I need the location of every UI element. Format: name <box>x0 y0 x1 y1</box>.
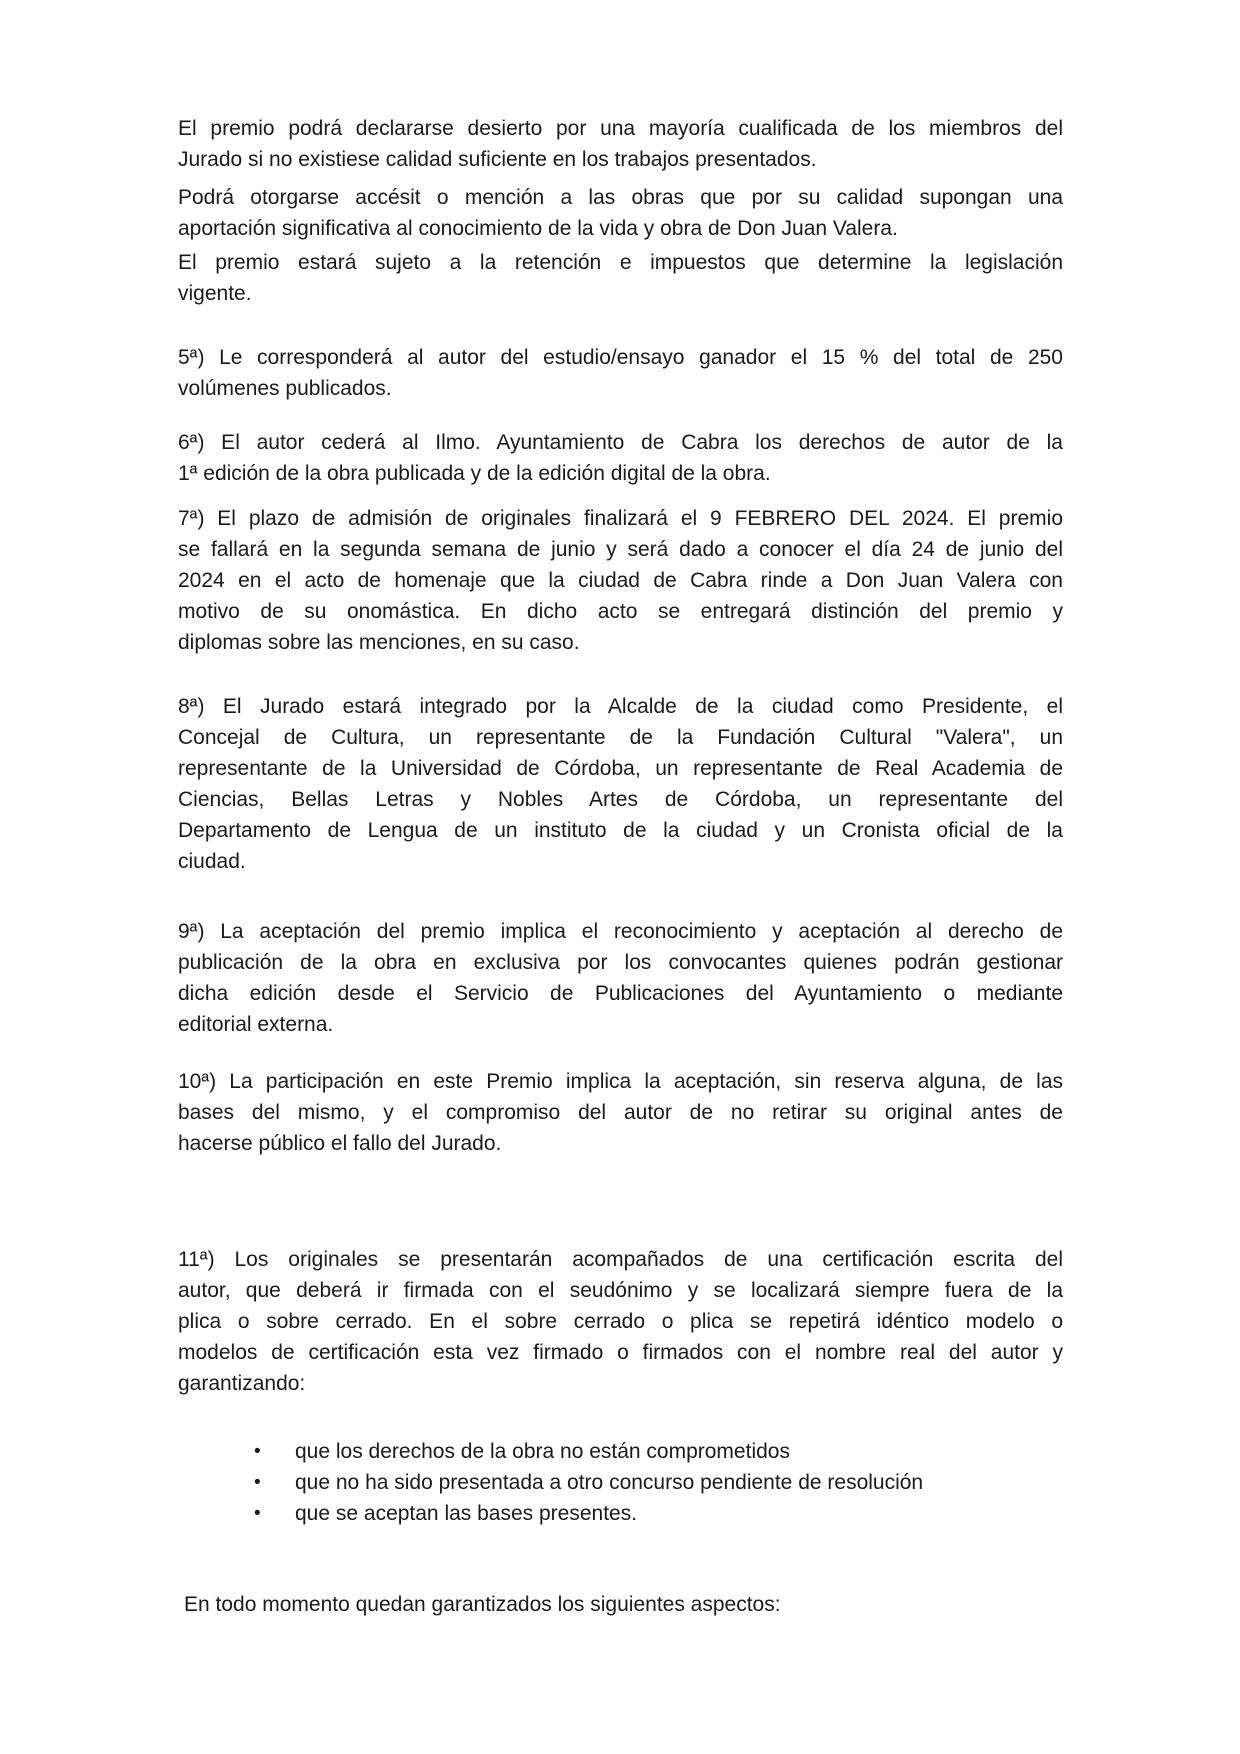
clause-10 <box>178 1066 1063 1159</box>
text-line: 5ª) Le corresponderá al autor del estudio/ensayo ganador el 15 % del total de 250 <box>178 346 1063 369</box>
text-line: aportación significativa al conocimiento de la vida y obra de Don Juan Valera. <box>178 217 898 240</box>
text-line: plica o sobre cerrado. En el sobre cerrado o plica se repetirá idéntico modelo o <box>178 1310 1063 1333</box>
text-line: 9ª) La aceptación del premio implica el reconocimiento y aceptación al derecho de <box>178 920 1063 943</box>
text-line: modelos de certificación esta vez firmado o firmados con el nombre real del autor y <box>178 1341 1063 1364</box>
clause-8 <box>178 691 1063 877</box>
list-item-text: que se aceptan las bases presentes. <box>295 1502 638 1525</box>
list-item <box>254 1467 1063 1498</box>
paragraph-accesit <box>178 182 1063 244</box>
text-line: Concejal de Cultura, un representante de la Fundación Cultural "Valera", un <box>178 726 1063 749</box>
text-line: 1ª edición de la obra publicada y de la edición digital de la obra. <box>178 462 771 485</box>
list-item <box>254 1436 1063 1467</box>
text-line: 8ª) El Jurado estará integrado por la Alcalde de la ciudad como Presidente, el <box>178 695 1063 718</box>
text-line: publicación de la obra en exclusiva por los convocantes quienes podrán gestionar <box>178 951 1063 974</box>
text-line: 7ª) El plazo de admisión de originales finalizará el 9 FEBRERO DEL 2024. El premio <box>178 507 1063 530</box>
clause-9 <box>178 916 1063 1040</box>
bullet-icon: • <box>254 1472 261 1493</box>
list-item-text: que los derechos de la obra no están comprometidos <box>295 1440 790 1463</box>
text-line: editorial externa. <box>178 1013 334 1036</box>
text-line: dicha edición desde el Servicio de Publicaciones del Ayuntamiento o mediante <box>178 982 1063 1005</box>
text-line: se fallará en la segunda semana de junio y será dado a conocer el día 24 de junio del <box>178 538 1063 561</box>
text-line: vigente. <box>178 282 252 305</box>
closing-line: En todo momento quedan garantizados los siguientes aspectos: <box>184 1593 781 1616</box>
clause-5 <box>178 342 1063 404</box>
text-line: 6ª) El autor cederá al Ilmo. Ayuntamiento de Cabra los derechos de autor de la <box>178 431 1063 454</box>
text-line: Podrá otorgarse accésit o mención a las obras que por su calidad supongan una <box>178 186 1063 209</box>
text-line: El premio podrá declararse desierto por una mayoría cualificada de los miembros del <box>178 117 1063 140</box>
text-line: garantizando: <box>178 1372 306 1395</box>
text-line: hacerse público el fallo del Jurado. <box>178 1132 502 1155</box>
list-item <box>254 1498 1063 1529</box>
guarantees-bullet-list <box>178 1436 1063 1529</box>
text-line: El premio estará sujeto a la retención e impuestos que determine la legislación <box>178 251 1063 274</box>
text-line: Ciencias, Bellas Letras y Nobles Artes de Córdoba, un representante del <box>178 788 1063 811</box>
text-line: motivo de su onomástica. En dicho acto se entregará distinción del premio y <box>178 600 1063 623</box>
text-line: volúmenes publicados. <box>178 377 392 400</box>
text-line: 11ª) Los originales se presentarán acompañados de una certificación escrita del <box>178 1248 1063 1271</box>
clause-7 <box>178 503 1063 658</box>
text-line: Departamento de Lengua de un instituto de la ciudad y un Cronista oficial de la <box>178 819 1063 842</box>
clause-11 <box>178 1244 1063 1399</box>
text-line: ciudad. <box>178 850 246 873</box>
list-item-text: que no ha sido presentada a otro concurso pendiente de resolución <box>295 1471 924 1494</box>
text-line: autor, que deberá ir firmada con el seudónimo y se localizará siempre fuera de la <box>178 1279 1063 1302</box>
text-line: diplomas sobre las menciones, en su caso. <box>178 631 580 654</box>
clause-6 <box>178 427 1063 489</box>
paragraph-premio-desierto <box>178 113 1063 175</box>
text-line: bases del mismo, y el compromiso del autor de no retirar su original antes de <box>178 1101 1063 1124</box>
paragraph-retencion <box>178 247 1063 309</box>
text-line: 10ª) La participación en este Premio implica la aceptación, sin reserva alguna, de las <box>178 1070 1063 1093</box>
text-line: 2024 en el acto de homenaje que la ciudad de Cabra rinde a Don Juan Valera con <box>178 569 1063 592</box>
text-line: Jurado si no existiese calidad suficiente en los trabajos presentados. <box>178 148 817 171</box>
text-line: representante de la Universidad de Córdoba, un representante de Real Academia de <box>178 757 1063 780</box>
bullet-icon: • <box>254 1441 261 1462</box>
document-body <box>178 113 1063 1620</box>
bullet-icon: • <box>254 1503 261 1524</box>
